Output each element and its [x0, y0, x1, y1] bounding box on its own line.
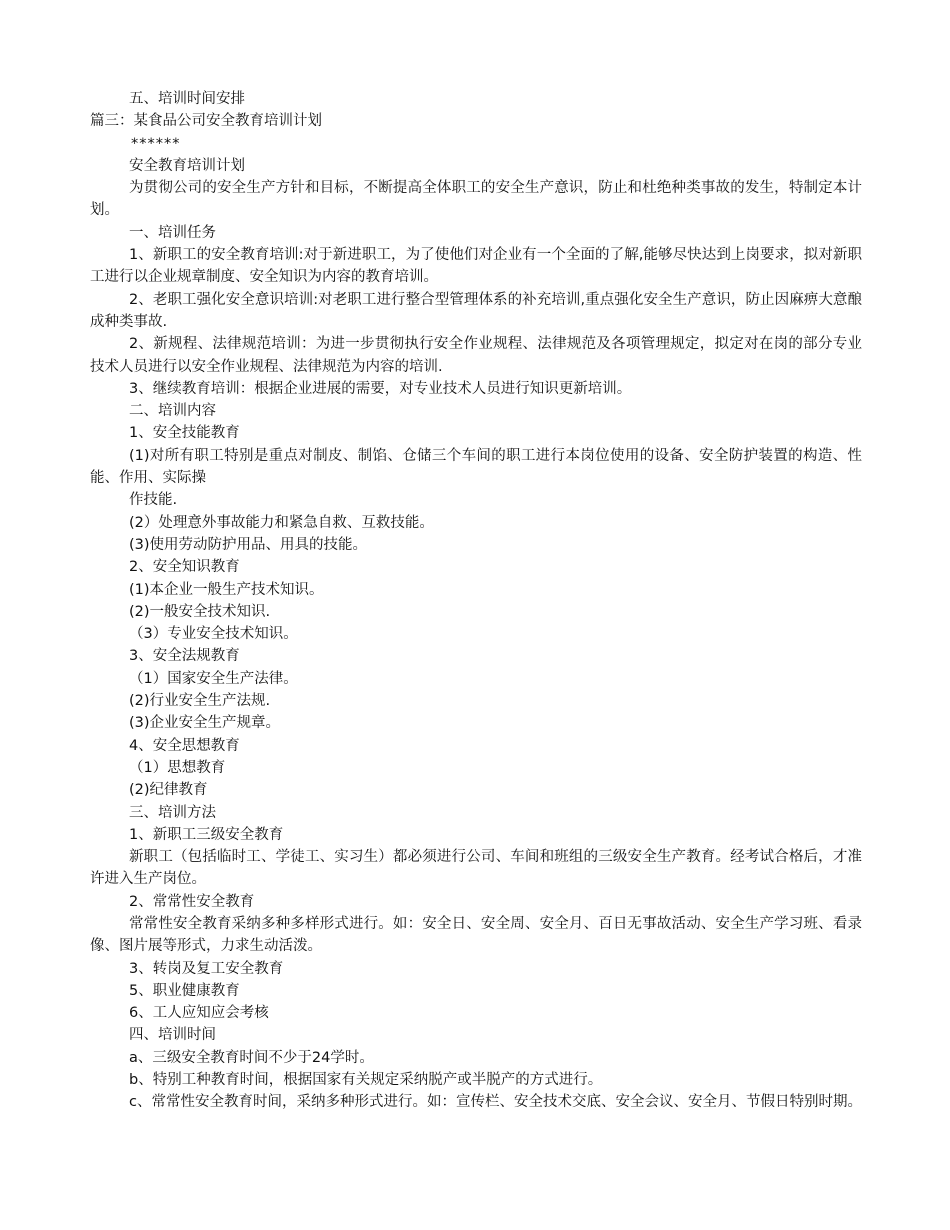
- text-line: 1、安全技能教育: [129, 425, 240, 442]
- text-line: 1、新职工的安全教育培训:对于新进职工，为了使他们对企业有一个全面的了解,能够尽快达到上岗要求，拟对新职工进行以企业规章制度、安全知识为内容的教育培训。: [90, 247, 862, 286]
- text-line: 2、常常性安全教育: [129, 893, 255, 910]
- text-line: 3、安全法规教育: [129, 648, 240, 665]
- text-line: 2、安全知识教育: [129, 559, 240, 576]
- text-line: （3）专业安全技术知识。: [129, 626, 298, 643]
- text-line: (2)纪律教育: [129, 782, 208, 799]
- text-line: 二、培训内容: [129, 403, 216, 420]
- text-line: 为贯彻公司的安全生产方针和目标，不断提高全体职工的安全生产意识，防止和杜绝种类事故的发生，特制定本计划。: [90, 180, 862, 219]
- text-line: 新职工（包括临时工、学徒工、实习生）都必须进行公司、车间和班组的三级安全生产教育。经考试合格后，才准许进入生产岗位。: [90, 849, 862, 888]
- text-line: a、三级安全教育时间不少于24学时。: [129, 1049, 374, 1066]
- text-line: 4、安全思想教育: [129, 737, 240, 754]
- text-line: 常常性安全教育采纳多种多样形式进行。如：安全日、安全周、安全月、百日无事故活动、安全生产学习班、看录像、图片展等形式，力求生动活泼。: [90, 915, 862, 955]
- text-line: 3、转岗及复工安全教育: [129, 960, 284, 977]
- text-line: (3)企业安全生产规章。: [129, 715, 281, 732]
- document-body: [90, 88, 862, 1114]
- text-line: ******: [131, 135, 181, 152]
- text-line: 3、继续教育培训：根据企业进展的需要，对专业技术人员进行知识更新培训。: [129, 380, 632, 397]
- text-line: (2）处理意外事故能力和紧急自救、互救技能。: [129, 514, 434, 531]
- text-line: 6、工人应知应会考核: [129, 1005, 269, 1022]
- text-line: 一、培训任务: [129, 224, 216, 241]
- text-line: (3)使用劳动防护用品、用具的技能。: [129, 536, 368, 553]
- text-line: 安全教育培训计划: [129, 157, 245, 174]
- text-line: 1、新职工三级安全教育: [129, 826, 284, 843]
- text-line: （1）国家安全生产法律。: [129, 670, 298, 687]
- text-line: 四、培训时间: [129, 1027, 216, 1044]
- text-line: (2)行业安全生产法规.: [129, 693, 271, 710]
- text-line: 5、职业健康教育: [129, 982, 240, 999]
- text-line: (2)一般安全技术知识.: [129, 603, 271, 620]
- text-line: 篇三：某食品公司安全教育培训计划: [90, 113, 322, 130]
- text-line: （1）思想教育: [129, 759, 226, 776]
- text-line: 五、培训时间安排: [129, 91, 245, 107]
- text-line: 2、新规程、法律规范培训：为进一步贯彻执行安全作业规程、法律规范及各项管理规定，拟定对在岗的部分专业技术人员进行以安全作业规程、法律规范为内容的培训.: [90, 336, 862, 375]
- text-line: 作技能.: [129, 492, 178, 509]
- text-line: 三、培训方法: [129, 804, 216, 821]
- text-line: (1)对所有职工特别是重点对制皮、制馅、仓储三个车间的职工进行本岗位使用的设备、安全防护装置的构造、性能、作用、实际操: [90, 447, 862, 487]
- text-line: b、特别工种教育时间，根据国家有关规定采纳脱产或半脱产的方式进行。: [129, 1072, 603, 1089]
- text-line: c、常常性安全教育时间，采纳多种形式进行。如：宣传栏、安全技术交底、安全会议、安全月、节假日特别时期。: [129, 1094, 862, 1111]
- text-line: (1)本企业一般生产技术知识。: [129, 581, 324, 598]
- text-line: 2、老职工强化安全意识培训:对老职工进行整合型管理体系的补充培训,重点强化安全生产意识，防止因麻痹大意酿成种类事故.: [90, 291, 862, 330]
